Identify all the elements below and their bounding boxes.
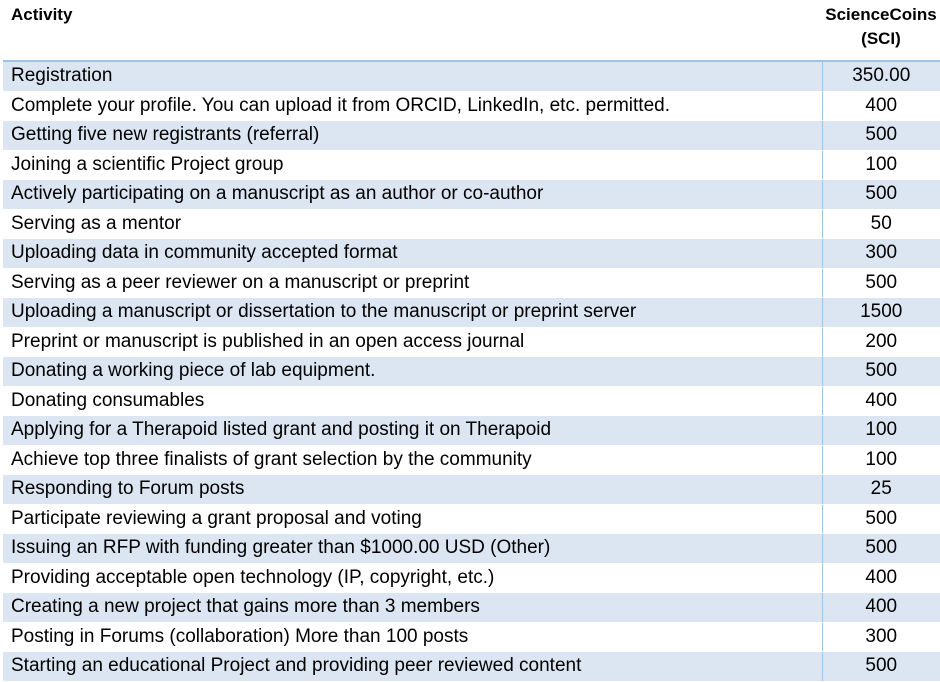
activity-cell: Donating a working piece of lab equipment. xyxy=(3,357,822,387)
coins-cell: 500 xyxy=(822,121,940,151)
activity-cell: Joining a scientific Project group xyxy=(3,150,822,180)
activity-cell: Serving as a mentor xyxy=(3,209,822,239)
sciencecoins-rewards-table xyxy=(3,0,940,682)
table-row xyxy=(3,209,940,239)
coins-cell: 400 xyxy=(822,593,940,623)
coins-cell: 500 xyxy=(822,652,940,682)
coins-cell: 500 xyxy=(822,268,940,298)
activity-cell: Getting five new registrants (referral) xyxy=(3,121,822,151)
coins-cell: 400 xyxy=(822,563,940,593)
header-coins-line1: ScienceCoins xyxy=(825,5,937,24)
table-row xyxy=(3,327,940,357)
coins-cell: 100 xyxy=(822,416,940,446)
coins-cell: 25 xyxy=(822,475,940,505)
table-row xyxy=(3,622,940,652)
table-body xyxy=(3,61,940,681)
header-row xyxy=(3,0,940,61)
coins-cell: 300 xyxy=(822,239,940,269)
header-coins-line2: (SCI) xyxy=(861,29,901,48)
table-row xyxy=(3,475,940,505)
table-row xyxy=(3,445,940,475)
coins-cell: 100 xyxy=(822,150,940,180)
activity-cell: Registration xyxy=(3,61,822,91)
table-row xyxy=(3,504,940,534)
table-row xyxy=(3,652,940,682)
table-row xyxy=(3,268,940,298)
header-activity: Activity xyxy=(3,0,822,61)
activity-cell: Donating consumables xyxy=(3,386,822,416)
activity-cell: Actively participating on a manuscript as an author or co-author xyxy=(3,180,822,210)
activity-cell: Applying for a Therapoid listed grant and posting it on Therapoid xyxy=(3,416,822,446)
activity-cell: Starting an educational Project and providing peer reviewed content xyxy=(3,652,822,682)
table-row xyxy=(3,593,940,623)
table-row xyxy=(3,61,940,91)
activity-cell: Posting in Forums (collaboration) More than 100 posts xyxy=(3,622,822,652)
table-row xyxy=(3,150,940,180)
activity-cell: Uploading a manuscript or dissertation to the manuscript or preprint server xyxy=(3,298,822,328)
coins-cell: 500 xyxy=(822,534,940,564)
coins-cell: 500 xyxy=(822,357,940,387)
table-row xyxy=(3,357,940,387)
coins-cell: 300 xyxy=(822,622,940,652)
coins-cell: 350.00 xyxy=(822,61,940,91)
table-header xyxy=(3,0,940,61)
coins-cell: 500 xyxy=(822,504,940,534)
activity-cell: Creating a new project that gains more than 3 members xyxy=(3,593,822,623)
activity-cell: Participate reviewing a grant proposal and voting xyxy=(3,504,822,534)
table-row xyxy=(3,534,940,564)
activity-cell: Complete your profile. You can upload it from ORCID, LinkedIn, etc. permitted. xyxy=(3,91,822,121)
activity-cell: Uploading data in community accepted format xyxy=(3,239,822,269)
activity-cell: Achieve top three finalists of grant selection by the community xyxy=(3,445,822,475)
activity-cell: Responding to Forum posts xyxy=(3,475,822,505)
activity-cell: Issuing an RFP with funding greater than $1000.00 USD (Other) xyxy=(3,534,822,564)
coins-cell: 100 xyxy=(822,445,940,475)
coins-cell: 500 xyxy=(822,180,940,210)
table-row xyxy=(3,386,940,416)
activity-cell: Preprint or manuscript is published in an open access journal xyxy=(3,327,822,357)
table-row xyxy=(3,298,940,328)
table-row xyxy=(3,180,940,210)
activity-cell: Providing acceptable open technology (IP, copyright, etc.) xyxy=(3,563,822,593)
table-row xyxy=(3,239,940,269)
table-row xyxy=(3,91,940,121)
activity-cell: Serving as a peer reviewer on a manuscript or preprint xyxy=(3,268,822,298)
table-row xyxy=(3,416,940,446)
table-row xyxy=(3,121,940,151)
coins-cell: 50 xyxy=(822,209,940,239)
coins-cell: 400 xyxy=(822,386,940,416)
header-sciencecoins xyxy=(822,0,940,61)
coins-cell: 1500 xyxy=(822,298,940,328)
coins-cell: 200 xyxy=(822,327,940,357)
table-row xyxy=(3,563,940,593)
coins-cell: 400 xyxy=(822,91,940,121)
